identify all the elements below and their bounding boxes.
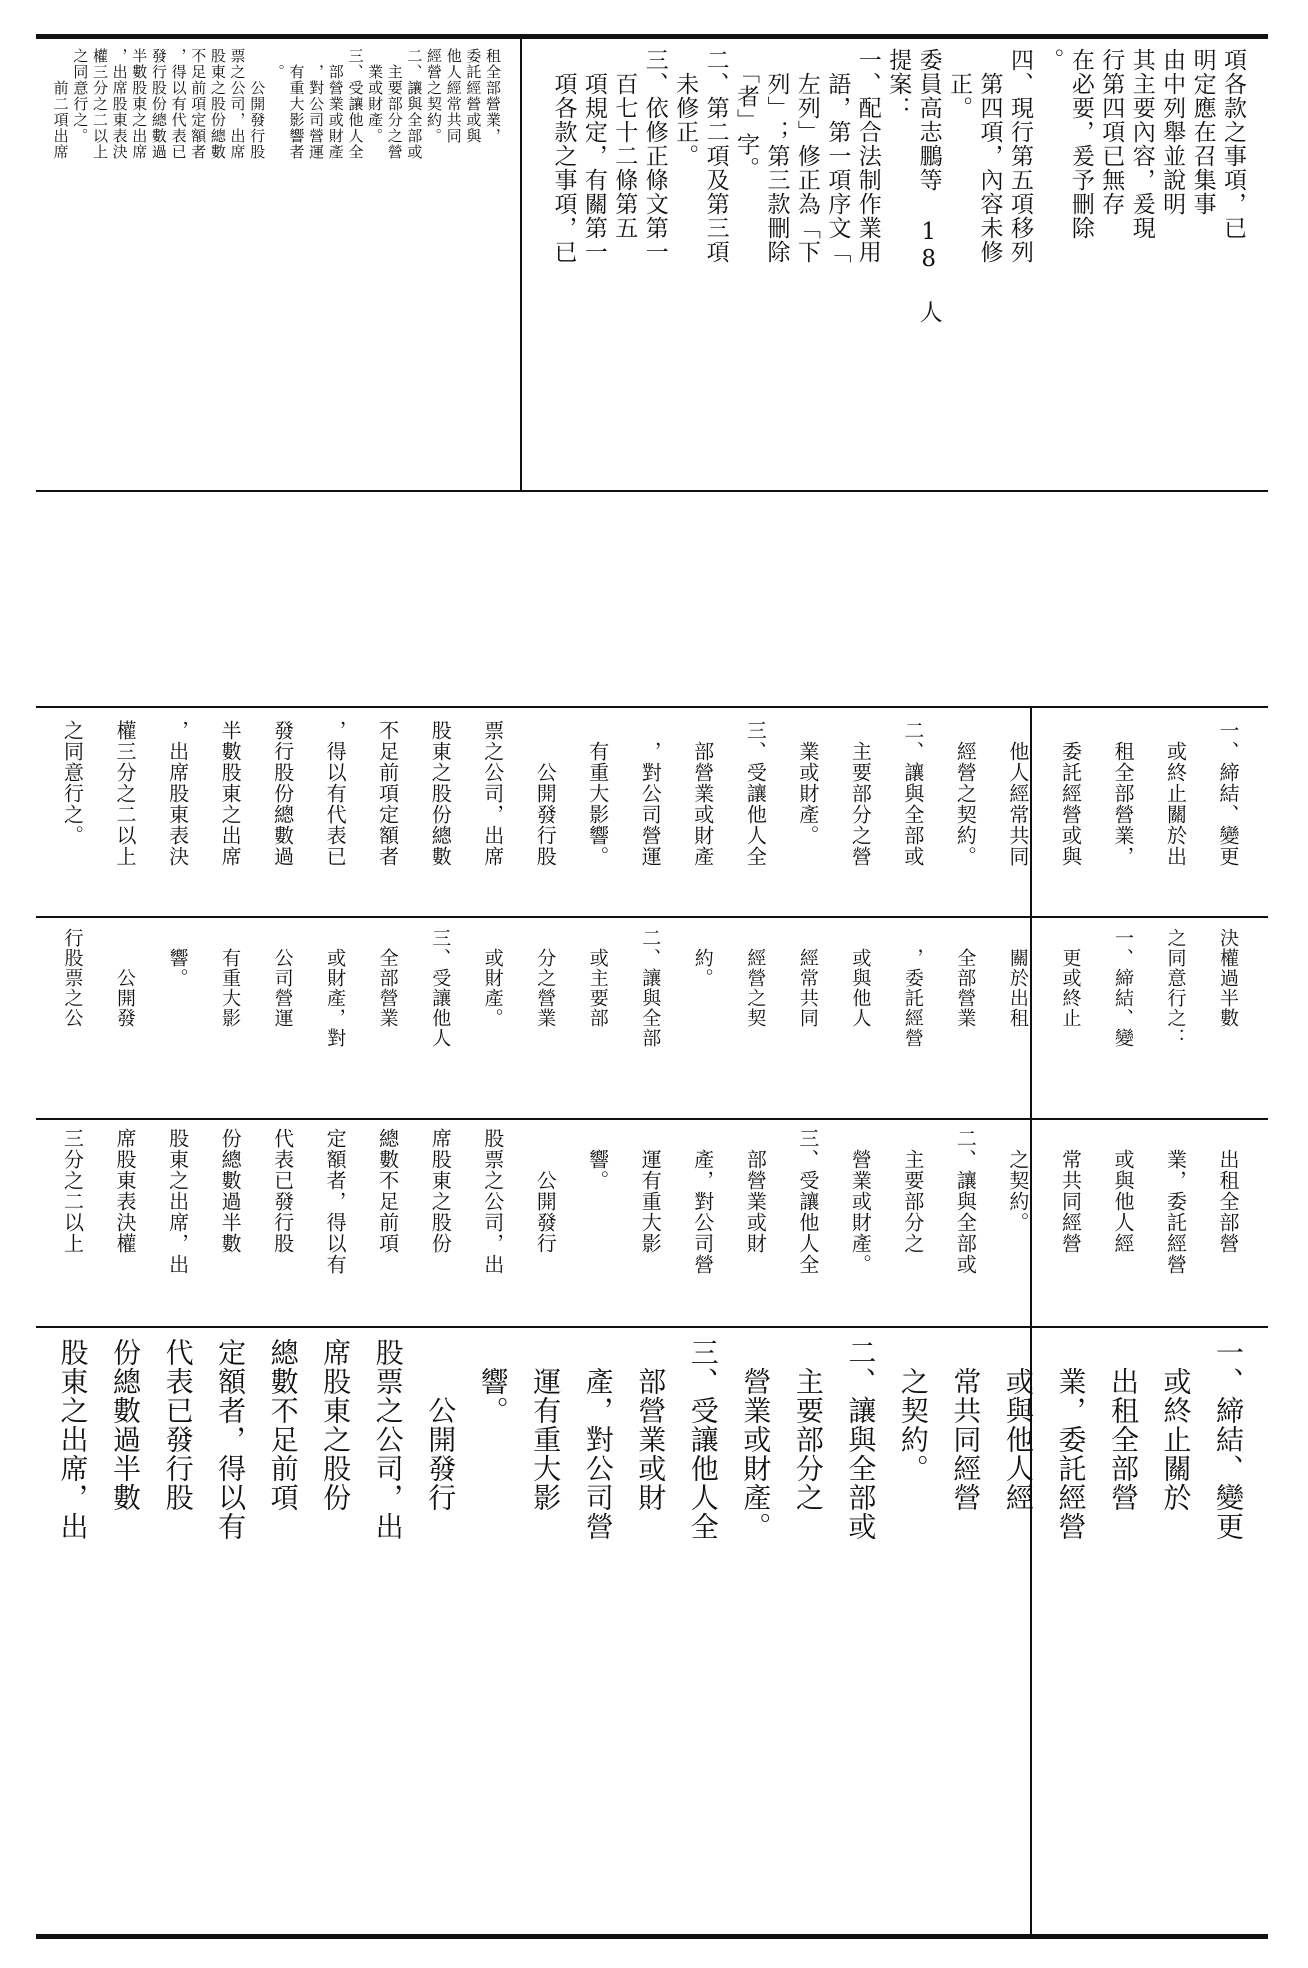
- text-column: 明定應在召集事: [1189, 48, 1216, 216]
- lower-separator-2: [36, 1118, 1268, 1120]
- upper-right-cell: [528, 40, 1268, 486]
- text-column: 出租全部營: [1216, 1128, 1240, 1254]
- text-column: 公開發行股: [533, 720, 558, 867]
- text-column: 響。: [585, 1128, 610, 1191]
- bottom-rule: [36, 1934, 1268, 1939]
- text-column: 分之營業: [534, 928, 557, 1028]
- text-column: 三、受讓他人全: [686, 1338, 720, 1541]
- text-column: 他人經常共同: [1005, 720, 1030, 867]
- text-column: 三分之二以上: [60, 1128, 85, 1254]
- lower-separator-3: [36, 1326, 1268, 1328]
- text-column: ，出席股東表決: [110, 48, 129, 160]
- text-column: 二、讓與全部或: [900, 720, 925, 867]
- text-column: 部營業或財產: [326, 48, 345, 160]
- text-column: 二、讓與全部或: [844, 1338, 878, 1541]
- text-column: 公開發: [114, 928, 137, 1028]
- text-column: 有重大影響者: [287, 48, 306, 160]
- text-column: 全部營業: [376, 928, 399, 1028]
- text-column: 公開發行股: [248, 48, 267, 160]
- text-column: 全部營業: [954, 928, 977, 1028]
- text-column: 之契約。: [1005, 1128, 1030, 1233]
- text-column: 股票之公司，出: [371, 1338, 405, 1541]
- lower-column-d: [36, 712, 1264, 916]
- text-column: 行股票之公: [61, 928, 84, 1028]
- text-column: 票之公司，出席: [480, 720, 505, 867]
- text-column: 由中列舉並說明: [1159, 48, 1186, 216]
- text-column: 他人經常共同: [444, 48, 463, 144]
- text-column: 響。: [166, 928, 189, 988]
- text-column: 之同意行之：: [1164, 928, 1187, 1048]
- text-column: 租全部營業，: [1110, 720, 1135, 867]
- text-column: 決權過半數: [1217, 928, 1239, 1028]
- text-column: 份總數過半數: [218, 1128, 243, 1254]
- text-column: 公開發行: [533, 1128, 558, 1254]
- text-column: 三、受讓他人全: [346, 48, 365, 160]
- text-column: 代表已發行股: [161, 1338, 195, 1512]
- text-column: 權三分之二以上: [90, 48, 109, 160]
- text-column: 席股東之股份: [319, 1338, 353, 1512]
- text-column: 左列」修正為「下: [793, 48, 820, 264]
- text-column: 或與他人經: [1001, 1338, 1035, 1512]
- text-column: 主要部分之營: [385, 48, 404, 160]
- text-column: 一、締結、變: [1111, 928, 1134, 1048]
- text-column: 經營之契約。: [953, 720, 978, 867]
- text-column: 運有重大影: [529, 1338, 563, 1512]
- text-column: 或與他人經: [1110, 1128, 1135, 1254]
- text-column: 半數股東之出席: [218, 720, 243, 867]
- text-column: 響。: [476, 1338, 510, 1425]
- text-column: 定額者，得以有: [323, 1128, 348, 1275]
- text-column: 一、締結、變更: [1216, 720, 1240, 867]
- text-column: ，出席股東表決: [165, 720, 190, 867]
- text-column: 不足前項定額者: [375, 720, 400, 867]
- top-rule: [36, 34, 1268, 39]
- text-column: 之契約。: [896, 1338, 930, 1483]
- text-column: 關於出租: [1006, 928, 1029, 1028]
- text-column: 三、受讓他人全: [795, 1128, 820, 1275]
- lower-column-c: [36, 920, 1264, 1116]
- text-column: 業，委託經營: [1054, 1338, 1088, 1541]
- text-column: 不足前項定額者: [189, 48, 208, 160]
- text-column: 前二項出席: [51, 48, 70, 160]
- text-column: 之同意行之。: [71, 48, 90, 144]
- text-column: 營業或財產。: [848, 1128, 873, 1275]
- lower-column-b: [36, 1120, 1264, 1326]
- text-column: 主要部分之營: [848, 720, 873, 867]
- text-column: 半數股東之出席: [130, 48, 149, 160]
- lower-separator-1: [36, 916, 1268, 918]
- text-column: 或主要部: [586, 928, 609, 1028]
- text-column: 股東之股份總數: [428, 720, 453, 867]
- text-column: 常共同經營: [1058, 1128, 1083, 1254]
- text-column: 未修正。: [672, 48, 699, 168]
- text-column: 發行股份總數過: [149, 48, 168, 160]
- text-column: 或終止關於: [1159, 1338, 1193, 1512]
- text-column: 列」；第三款刪除: [763, 48, 790, 264]
- upper-left-cell: [36, 40, 516, 486]
- text-column: 行第四項已無存: [1098, 48, 1125, 216]
- text-column: ，得以有代表已: [169, 48, 188, 160]
- text-column: ，對公司營運: [638, 720, 663, 867]
- text-column: 股票之公司，出: [480, 1128, 505, 1275]
- text-column: 項規定，有關第一: [580, 48, 607, 264]
- text-column: 主要部分之: [791, 1338, 825, 1512]
- text-column: 租全部營業，: [484, 48, 502, 144]
- text-column: 經常共同: [796, 928, 819, 1028]
- text-column: ，對公司營運: [307, 48, 326, 160]
- text-column: 或財產，對: [324, 928, 347, 1048]
- text-column: 三、依修正條文第一: [641, 48, 668, 264]
- text-column: 部營業或財產: [690, 720, 715, 867]
- text-column: 股東之股份總數: [208, 48, 227, 160]
- text-column: 之同意行之。: [60, 720, 85, 846]
- text-column: 一、配合法制作業用: [854, 48, 881, 264]
- text-column: 二、讓與全部: [639, 928, 662, 1048]
- text-column: 。: [1037, 48, 1064, 72]
- text-column: 股東之出席，出: [165, 1128, 190, 1275]
- text-column: 更或終止: [1059, 928, 1082, 1028]
- text-column: 經營之契約。: [425, 48, 444, 144]
- text-column: 股東之出席，出: [56, 1338, 90, 1541]
- text-column: 約。: [691, 928, 714, 988]
- text-column: 產，對公司營: [690, 1128, 715, 1275]
- text-column: 席股東之股份: [428, 1128, 453, 1254]
- text-column: 席股東表決權: [113, 1128, 138, 1254]
- text-column: 業，委託經營: [1163, 1128, 1188, 1275]
- text-column: 項各款之事項，已: [550, 48, 577, 264]
- text-column: 總數不足前項: [266, 1338, 300, 1512]
- text-column: 委託經營或與: [464, 48, 483, 144]
- text-column: 公開發行: [424, 1338, 458, 1512]
- text-column: 第四項，內容未修: [976, 48, 1003, 264]
- text-column: 百七十二條第五: [611, 48, 638, 240]
- text-column: 提案：: [885, 48, 912, 120]
- text-column: 一、締結、變更: [1212, 1338, 1245, 1541]
- text-column: 項各款之事項，已: [1220, 48, 1246, 240]
- text-column: 「者」字。: [733, 48, 760, 181]
- text-column: 正。: [946, 48, 973, 120]
- text-column: 四、現行第五項移列: [1006, 48, 1033, 264]
- text-column: 或終止關於出: [1163, 720, 1188, 867]
- text-column: 或與他人: [849, 928, 872, 1028]
- text-column: 份總數過半數: [109, 1338, 143, 1512]
- text-column: 發行股份總數過: [270, 720, 295, 867]
- text-column: 三、受讓他人: [429, 928, 452, 1048]
- upper-table-bottom-rule: [36, 490, 1268, 492]
- text-column: 委員高志鵬等 18 人: [915, 48, 942, 324]
- text-column: 二、讓與全部或: [405, 48, 424, 160]
- text-column: 票之公司，出席: [228, 48, 247, 160]
- text-column: 語，第一項序文「: [824, 48, 851, 264]
- text-column: 二、第二項及第三項: [702, 48, 729, 264]
- text-column: 定額者，得以有: [214, 1338, 248, 1541]
- text-column: 主要部分之: [900, 1128, 925, 1254]
- text-column: 在必要，爰予刪除: [1067, 48, 1094, 240]
- text-column: 委託經營或與: [1058, 720, 1083, 867]
- text-column: 有重大影響。: [585, 720, 610, 867]
- text-column: 出租全部營: [1106, 1338, 1140, 1512]
- text-column: 二、讓與全部或: [953, 1128, 978, 1275]
- text-column: 部營業或財: [634, 1338, 668, 1512]
- text-column: 。: [267, 48, 286, 80]
- text-column: 業或財產。: [795, 720, 820, 846]
- text-column: 經營之契: [744, 928, 767, 1028]
- text-column: 業或財產。: [366, 48, 385, 144]
- text-column: 總數不足前項: [375, 1128, 400, 1254]
- text-column: ，委託經營: [901, 928, 924, 1048]
- text-column: 有重大影: [219, 928, 242, 1028]
- text-column: 產，對公司營: [581, 1338, 615, 1541]
- text-column: 運有重大影: [638, 1128, 663, 1254]
- text-column: 其主要內容，爰現: [1128, 48, 1155, 240]
- lower-column-a: [36, 1330, 1264, 1930]
- text-column: ，得以有代表已: [323, 720, 348, 867]
- text-column: 三、受讓他人全: [743, 720, 768, 867]
- text-column: 營業或財產。: [739, 1338, 773, 1541]
- text-column: 公司營運: [271, 928, 294, 1028]
- lower-table-top-rule: [36, 706, 1268, 708]
- text-column: 常共同經營: [949, 1338, 983, 1512]
- text-column: 權三分之二以上: [113, 720, 138, 867]
- text-column: 部營業或財: [743, 1128, 768, 1254]
- upper-table-divider: [520, 38, 522, 490]
- text-column: 或財產。: [481, 928, 504, 1028]
- text-column: 代表已發行股: [270, 1128, 295, 1254]
